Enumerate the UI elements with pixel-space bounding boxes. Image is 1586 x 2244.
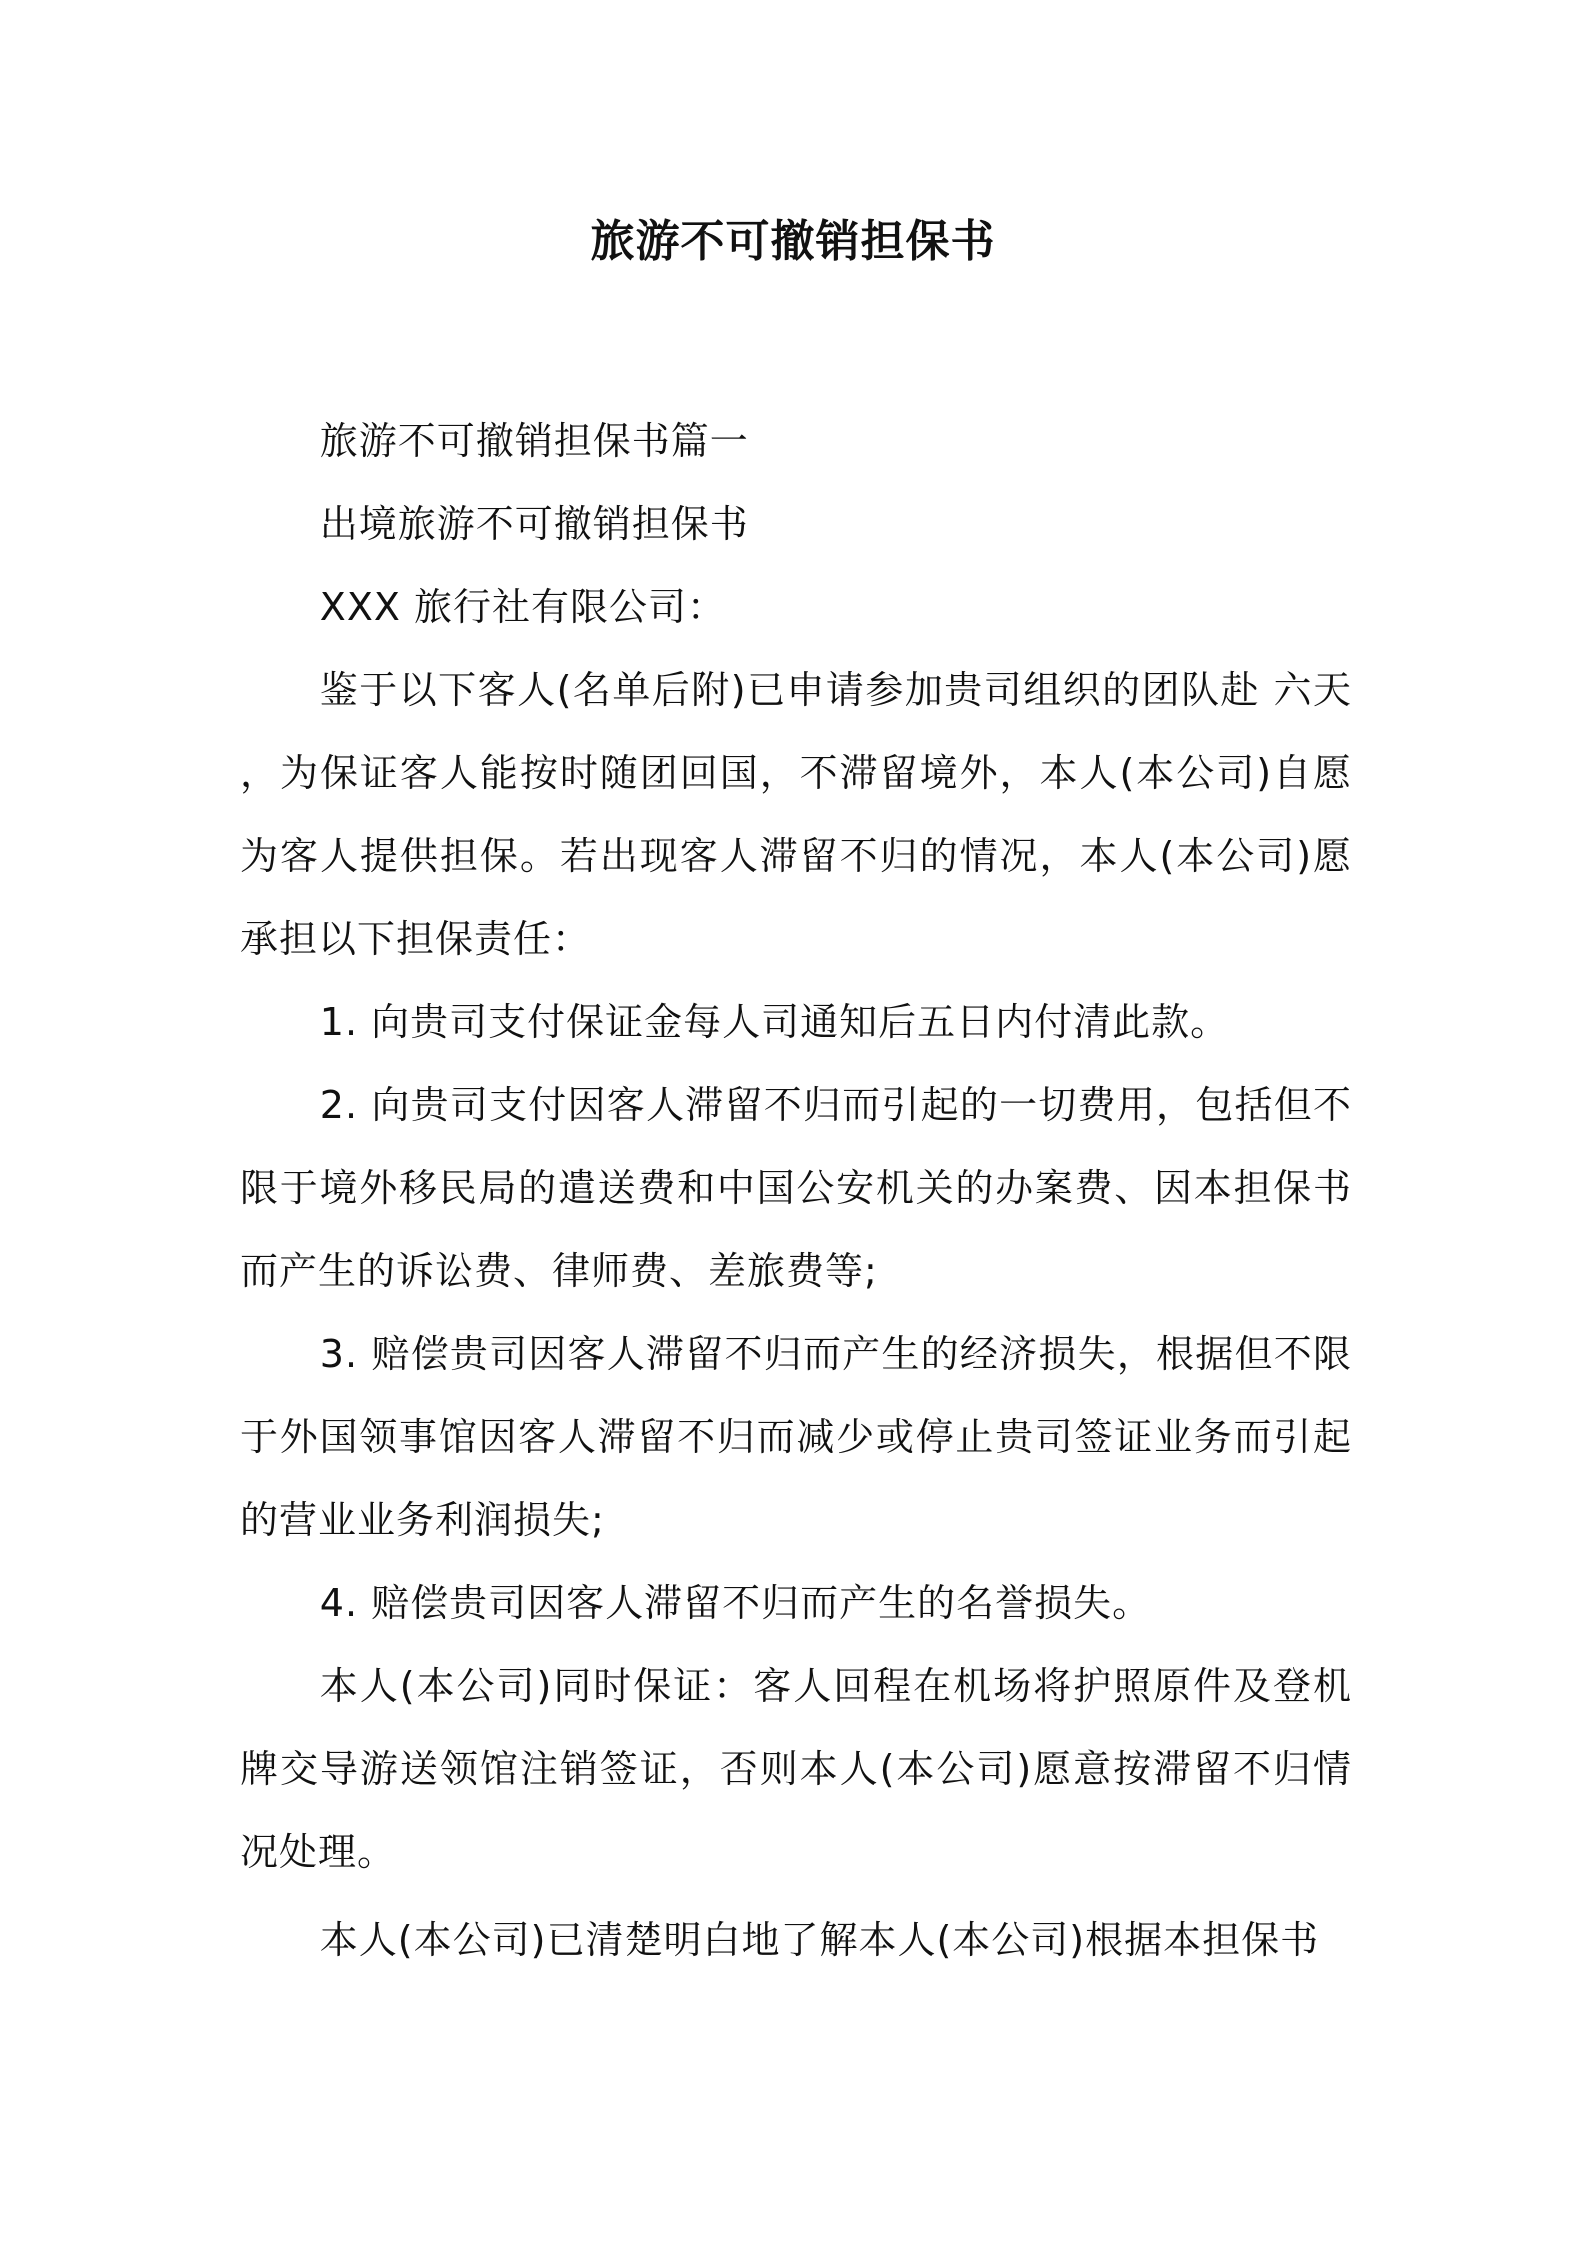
- paragraph-section-heading: 旅游不可撤销担保书篇一: [319, 419, 749, 463]
- paragraph-clause-3: 3. 赔偿贵司因客人滞留不归而产生的经济损失，根据但不限于外国领事馆因客人滞留不归而减少或停止贵司签证业务而引起的营业业务利润损失;: [240, 1332, 1352, 1542]
- paragraph-clause-1: 1. 向贵司支付保证金每人司通知后五日内付清此款。: [319, 1000, 1230, 1044]
- document-title: 旅游不可撤销担保书: [590, 216, 996, 267]
- paragraph-subtitle: 出境旅游不可撤销担保书: [319, 502, 749, 546]
- paragraph-acknowledgement: 本人(本公司)已清楚明白地了解本人(本公司)根据本担保书: [319, 1918, 1320, 1962]
- document-body: [240, 400, 1352, 1982]
- paragraph-preamble: 鉴于以下客人(名单后附)已申请参加贵司组织的团队赴 六天 ，为保证客人能按时随团回国，不滞留境外，本人(本公司)自愿为客人提供担保。若出现客人滞留不归的情况，本人(本公司)愿承担以下担保责任：: [240, 668, 1352, 961]
- paragraph-clause-4: 4. 赔偿贵司因客人滞留不归而产生的名誉损失。: [319, 1581, 1152, 1625]
- paragraph-guarantee: 本人(本公司)同时保证：客人回程在机场将护照原件及登机牌交导游送领馆注销签证，否则本人(本公司)愿意按滞留不归情况处理。: [240, 1664, 1352, 1874]
- paragraph-addressee: XXX 旅行社有限公司：: [319, 585, 726, 629]
- paragraph-clause-2: 2. 向贵司支付因客人滞留不归而引起的一切费用，包括但不限于境外移民局的遣送费和中国公安机关的办案费、因本担保书而产生的诉讼费、律师费、差旅费等;: [240, 1083, 1352, 1293]
